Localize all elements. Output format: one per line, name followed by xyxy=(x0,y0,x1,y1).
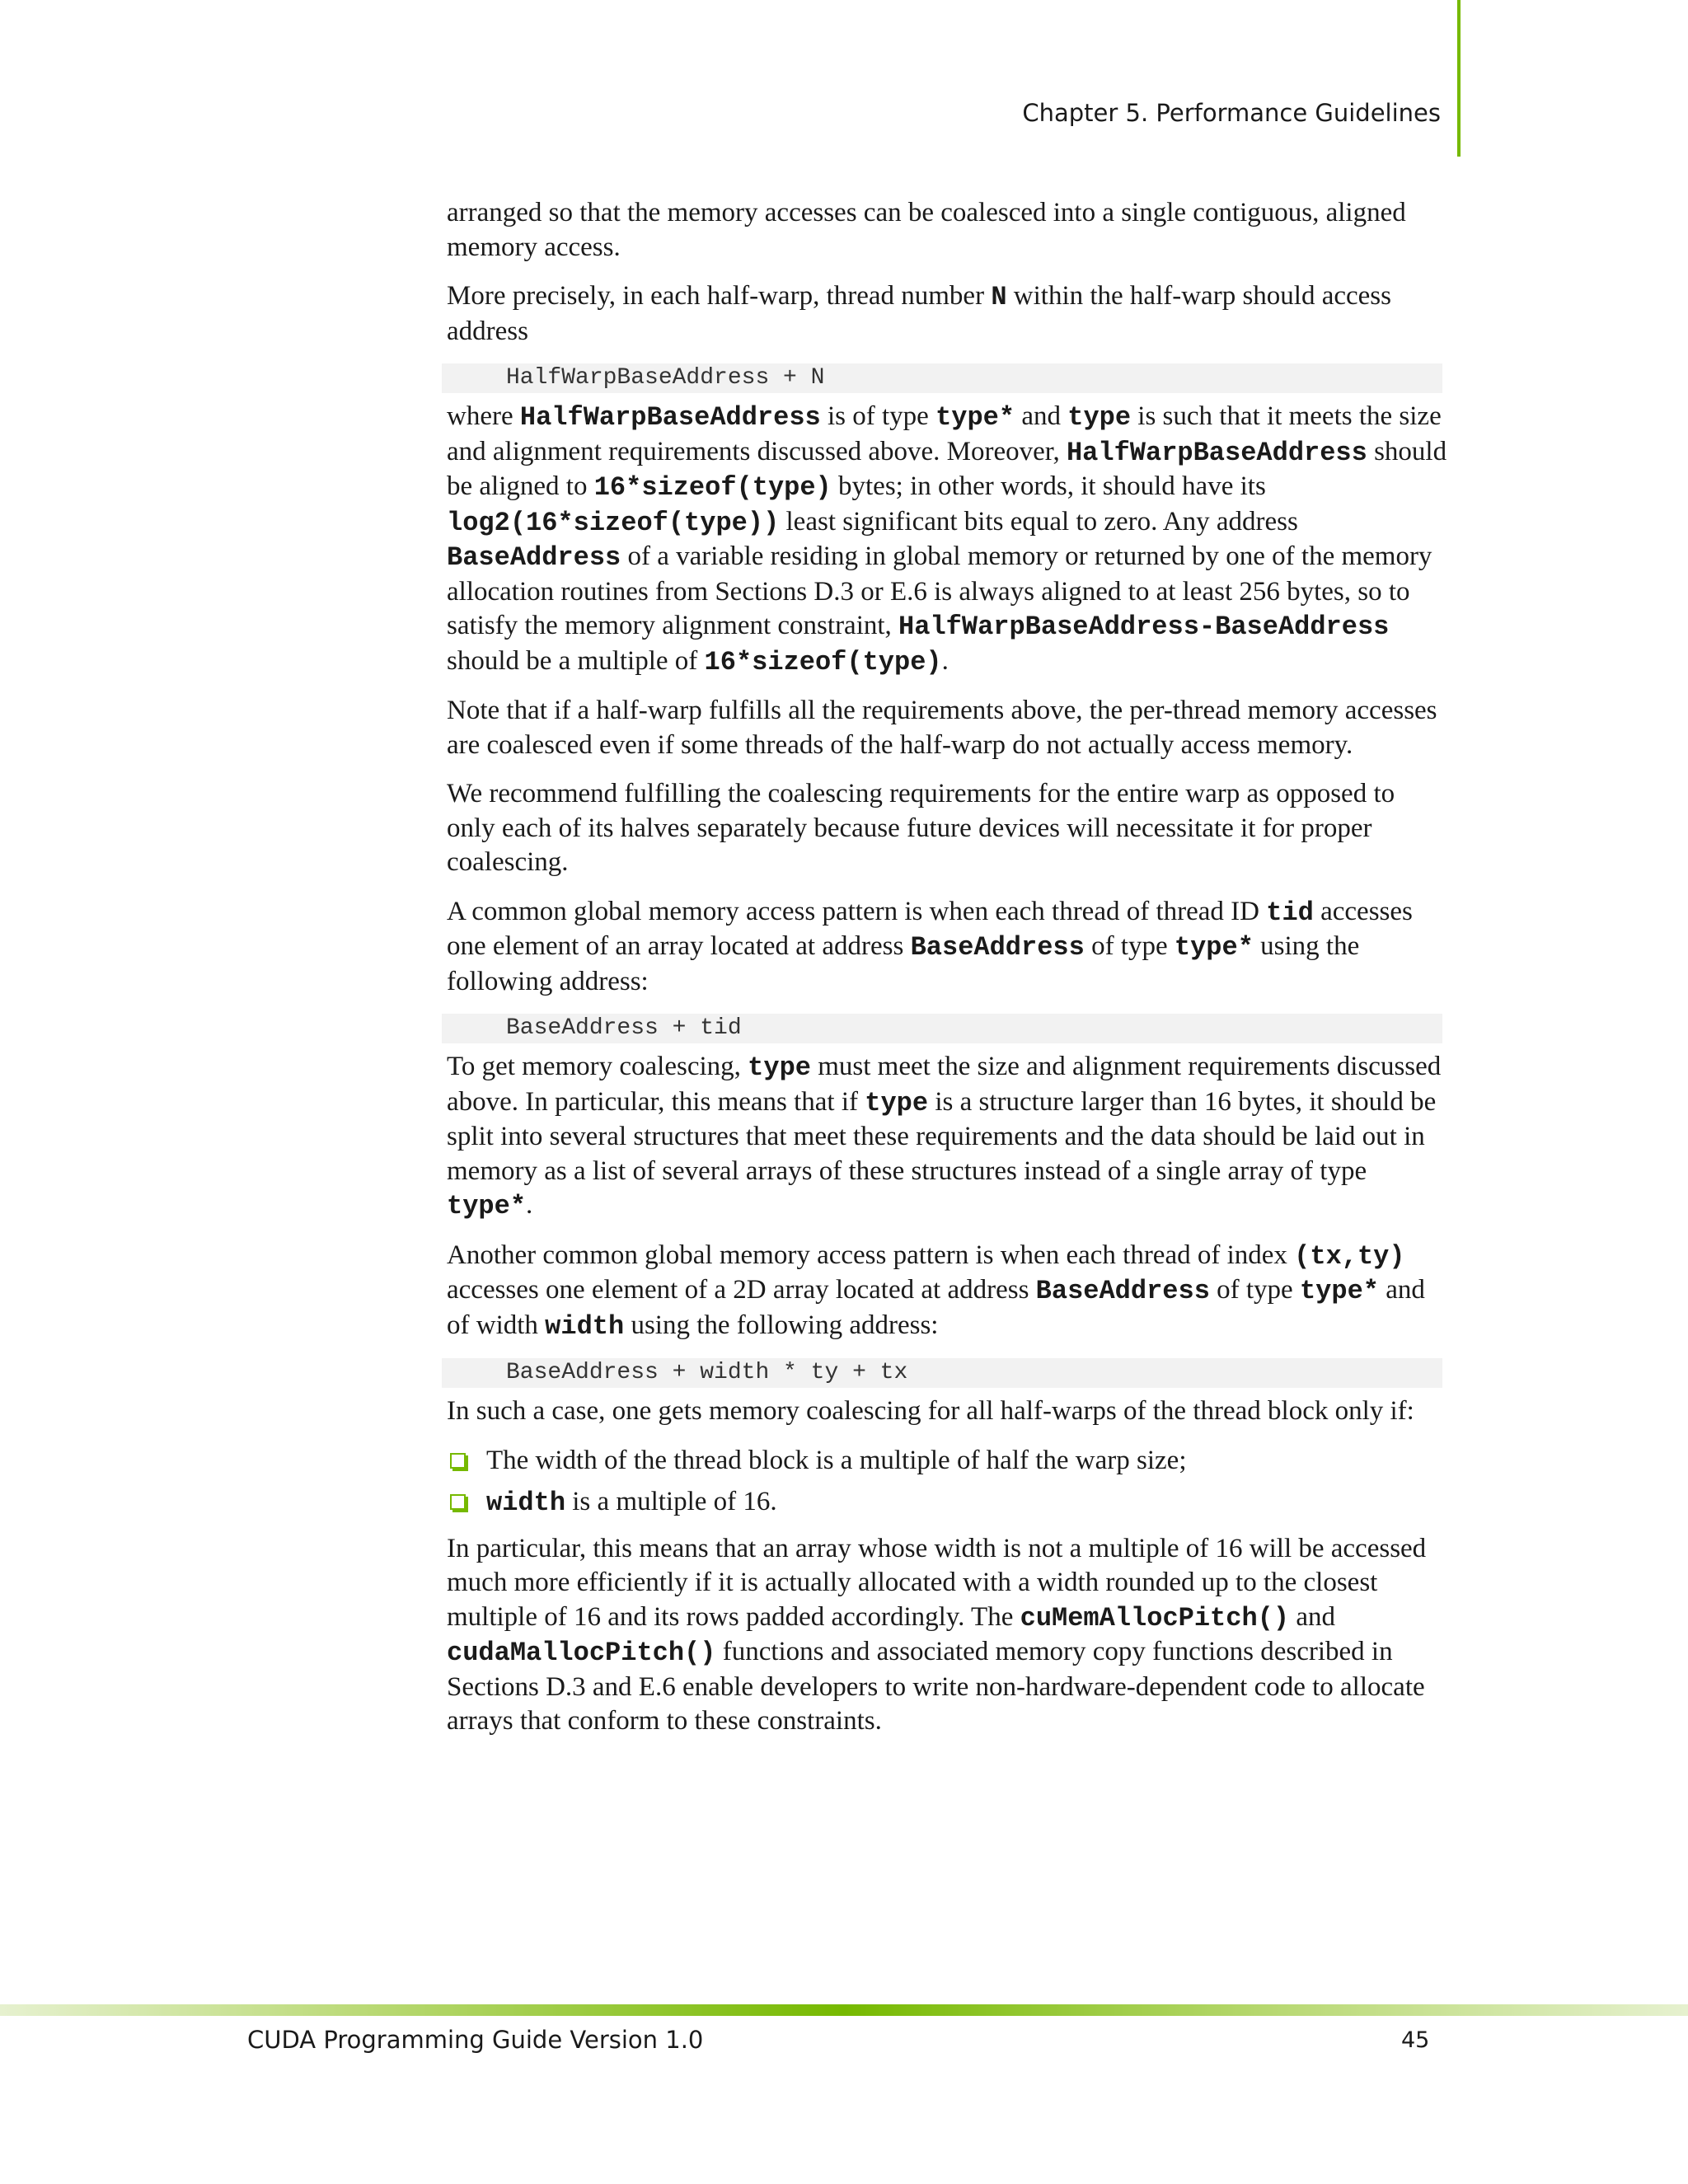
inline-code: log2(16*sizeof(type)) xyxy=(447,507,780,538)
checkbox-bullet-icon xyxy=(450,1453,466,1469)
inline-code: type xyxy=(748,1052,811,1083)
paragraph-3: where HalfWarpBaseAddress is of type type* and type is such that it meets the size and alignment requirements discussed above. Moreover, HalfWarpBaseAddress should be aligned to 16*sizeof(type) bytes; in other words, it should have its log2(16*sizeof(type)) least significant bits equal to zero. Any address BaseAddress of a variable residing in global memory or returned by one of the memory allocation routines from Sections D.3 or E.6 is always aligned to at least 256 bytes, so to satisfy the memory alignment constraint, HalfWarpBaseAddress-BaseAddress should be a multiple of 16*sizeof(type). xyxy=(447,401,1447,677)
inline-code: BaseAddress xyxy=(1035,1276,1210,1306)
inline-code: type xyxy=(1067,402,1132,433)
inline-code: (tx,ty) xyxy=(1294,1240,1405,1272)
inline-code: cuMemAllocPitch() xyxy=(1020,1602,1290,1633)
footer-gradient-band xyxy=(0,2004,1688,2016)
checkbox-bullet-icon xyxy=(450,1494,466,1510)
inline-code: BaseAddress xyxy=(447,542,621,573)
code-block-3: BaseAddress + width * ty + tx xyxy=(442,1358,1442,1388)
inline-code: type* xyxy=(447,1191,527,1221)
paragraph-1: arranged so that the memory accesses can be coalesced into a single contiguous, aligned memory access. xyxy=(447,198,1406,262)
inline-code: width xyxy=(545,1310,625,1342)
inline-code: 16*sizeof(type) xyxy=(704,646,942,677)
inline-code: HalfWarpBaseAddress xyxy=(1066,437,1367,468)
inline-code: tid xyxy=(1266,897,1314,928)
paragraph-5: We recommend fulfilling the coalescing requirements for the entire warp as opposed to only each of its halves separately because future devices will necessitate it for proper coalescing. xyxy=(447,779,1395,877)
paragraph-4: Note that if a half-warp fulfills all the requirements above, the per-thread memory accesses are coalesced even if some threads of the half-warp do not actually access memory. xyxy=(447,696,1437,760)
page-number: 45 xyxy=(1401,2027,1430,2053)
paragraph-6: A common global memory access pattern is when each thread of thread ID tid accesses one element of an array located at address BaseAddress of type type* using the following address: xyxy=(447,896,1413,996)
inline-code: cudaMallocPitch() xyxy=(447,1638,716,1668)
inline-code: 16*sizeof(type) xyxy=(593,472,832,503)
paragraph-7: To get memory coalescing, type must meet the size and alignment requirements discussed above. In particular, this means that if type is a structure larger than 16 bytes, it should be split into several structures that meet these requirements and the data should be laid out in memory as a list of several arrays of these structures instead of a single array of type type*. xyxy=(447,1052,1442,1221)
paragraph-10: In particular, this means that an array whose width is not a multiple of 16 will be accessed much more efficiently if it is actually allocated with a width rounded up to the closest multiple of 16 and its rows padded accordingly. The cuMemAllocPitch() and cudaMallocPitch() functions and associated memory copy functions described in Sections D.3 and E.6 enable developers to write non-hardware-dependent code to allocate arrays that conform to these constraints. xyxy=(447,1533,1427,1736)
code-block-1: HalfWarpBaseAddress + N xyxy=(442,363,1442,393)
inline-code: type* xyxy=(935,402,1015,433)
requirements-list xyxy=(447,1444,1447,1521)
header-accent-rule xyxy=(1457,0,1461,157)
paragraph-9: In such a case, one gets memory coalescing for all half-warps of the thread block only if: xyxy=(447,1396,1414,1426)
inline-code: width xyxy=(486,1488,566,1518)
list-item: width is a multiple of 16. xyxy=(447,1485,1447,1521)
inline-code: N xyxy=(991,282,1007,312)
inline-code: HalfWarpBaseAddress xyxy=(519,402,821,433)
paragraph-8: Another common global memory access pattern is when each thread of index (tx,ty) accesses one element of a 2D array located at address BaseAddress of type type* and of width width using the following address: xyxy=(447,1240,1425,1342)
list-item: The width of the thread block is a multiple of half the warp size; xyxy=(447,1444,1447,1479)
inline-code: type* xyxy=(1174,932,1254,963)
running-header: Chapter 5. Performance Guidelines xyxy=(1022,99,1441,127)
paragraph-2: More precisely, in each half-warp, thread number N within the half-warp should access address xyxy=(447,281,1391,346)
code-block-2: BaseAddress + tid xyxy=(442,1014,1442,1043)
footer-title: CUDA Programming Guide Version 1.0 xyxy=(247,2026,704,2054)
inline-code: type* xyxy=(1299,1276,1379,1306)
page-content xyxy=(447,196,1447,1754)
inline-code: HalfWarpBaseAddress-BaseAddress xyxy=(898,612,1390,642)
inline-code: BaseAddress xyxy=(910,932,1085,963)
inline-code: type xyxy=(865,1087,929,1118)
